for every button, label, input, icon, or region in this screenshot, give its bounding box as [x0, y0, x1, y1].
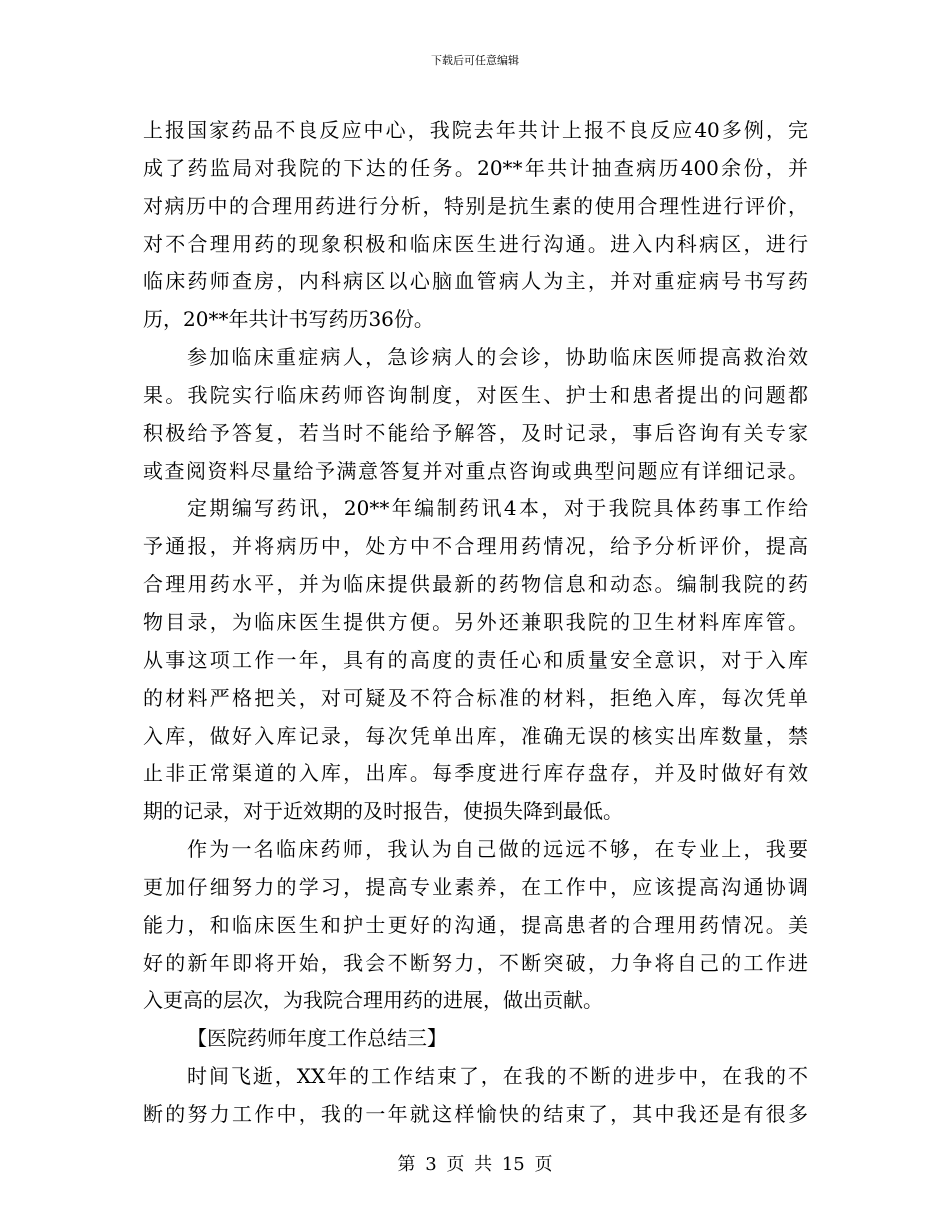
text-line: 从事这项工作一年，具有的高度的责任心和质量安全意识，对于入库 [143, 647, 808, 672]
text-line: 时间飞逝，XX年的工作结束了，在我的不断的进步中，在我的不 [187, 1064, 808, 1089]
text-line: 对病历中的合理用药进行分析，特别是抗生素的使用合理性进行评价， [143, 193, 808, 218]
text-line: 作为一名临床药师，我认为自己做的远远不够，在专业上，我要 [187, 837, 808, 862]
text-line: 积极给予答复，若当时不能给予解答，及时记录，事后咨询有关专家 [143, 420, 808, 445]
text-line: 合理用药水平，并为临床提供最新的药物信息和动态。编制我院的药 [143, 572, 808, 597]
text-line: 果。我院实行临床药师咨询制度，对医生、护士和患者提出的问题都 [143, 382, 808, 407]
document-body [143, 112, 808, 1134]
text-line: 期的记录，对于近效期的及时报告，使损失降到最低。 [143, 799, 623, 824]
text-line: 能力，和临床医生和护士更好的沟通，提高患者的合理用药情况。美 [143, 912, 808, 937]
page-header: 下载后可任意编辑 [431, 54, 519, 67]
text-line: 断的努力工作中，我的一年就这样愉快的结束了，其中我还是有很多 [143, 1101, 808, 1126]
section-heading: 【医院药师年度工作总结三】 [187, 1026, 447, 1051]
text-line: 或查阅资料尽量给予满意答复并对重点咨询或典型问题应有详细记录。 [143, 458, 808, 483]
text-line: 物目录，为临床医生提供方便。另外还兼职我院的卫生材料库库管。 [143, 609, 808, 634]
text-line: 予通报，并将病历中，处方中不合理用药情况，给予分析评价，提高 [143, 534, 808, 559]
text-line: 临床药师查房，内科病区以心脑血管病人为主，并对重症病号书写药 [143, 269, 808, 294]
text-line: 上报国家药品不良反应中心，我院去年共计上报不良反应40多例，完 [143, 118, 808, 142]
page-footer: 第 3 页 共 15 页 [397, 1154, 553, 1175]
text-line: 历，20**年共计书写药历36份。 [143, 307, 434, 332]
text-line: 成了药监局对我院的下达的任务。20**年共计抽查病历400余份，并 [143, 155, 808, 180]
text-line: 好的新年即将开始，我会不断努力，不断突破，力争将自己的工作进 [143, 950, 808, 975]
text-line: 的材料严格把关，对可疑及不符合标准的材料，拒绝入库，每次凭单 [143, 685, 808, 710]
text-line: 入更高的层次，为我院合理用药的进展，做出贡献。 [143, 988, 603, 1013]
text-line: 对不合理用药的现象积极和临床医生进行沟通。进入内科病区，进行 [143, 231, 808, 256]
text-line: 定期编写药讯，20**年编制药讯4本，对于我院具体药事工作给 [187, 496, 808, 521]
text-line: 更加仔细努力的学习，提高专业素养，在工作中，应该提高沟通协调 [143, 874, 808, 899]
text-line: 止非正常渠道的入库，出库。每季度进行库存盘存，并及时做好有效 [143, 761, 808, 786]
text-line: 参加临床重症病人，急诊病人的会诊，协助临床医师提高救治效 [187, 345, 808, 370]
text-line: 入库，做好入库记录，每次凭单出库，准确无误的核实出库数量，禁 [143, 723, 808, 748]
